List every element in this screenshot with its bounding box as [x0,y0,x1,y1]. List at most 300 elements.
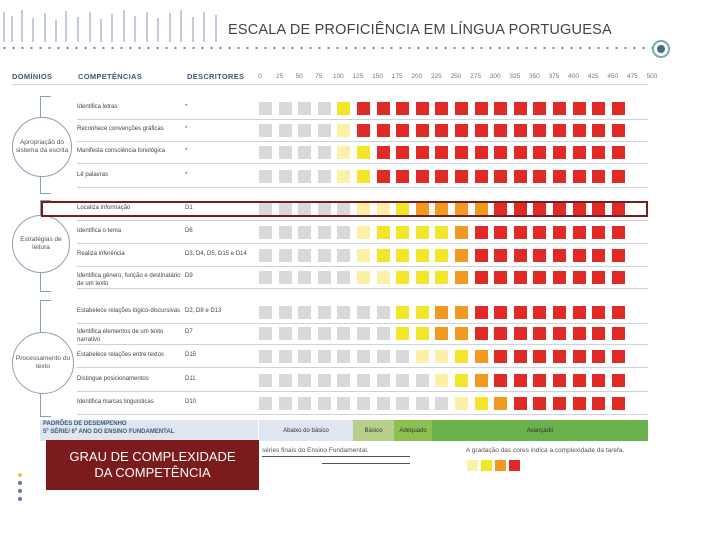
grid-cell [337,350,350,363]
grid-cell [553,350,566,363]
competency-label: Identifica o tema [77,228,122,234]
grid-cell [592,124,605,137]
descriptor-label: D3, D4, D5, D15 e D14 [185,251,247,257]
grid-cell [455,306,468,319]
grid-cell [337,374,350,387]
legend-swatch [509,460,520,471]
grid-cell [259,397,272,410]
grid-cell [533,271,546,284]
grid-cell [494,271,507,284]
grid-cell [357,350,370,363]
grid-cell [592,327,605,340]
decorative-dots [18,470,24,510]
overlay-line-2: DA COMPETÊNCIA [94,465,211,480]
grid-cell [377,374,390,387]
competency-label: Localiza informação [77,205,131,211]
grid-cell [279,146,292,159]
descriptor-label: * [185,126,188,132]
grid-cell [318,271,331,284]
grid-cell [259,271,272,284]
grid-cell [573,124,586,137]
descriptor-label: D7 [185,329,193,335]
grid-cell [416,102,429,115]
grid-cell [553,146,566,159]
grid-cell [435,102,448,115]
grid-cell [357,306,370,319]
grid-cell [318,327,331,340]
grid-cell [514,146,527,159]
decorative-bars [0,10,225,50]
grid-cell [396,146,409,159]
grid-cell [514,124,527,137]
grid-cell [455,102,468,115]
level-adequado: Adequado [394,420,432,441]
dotted-divider [0,47,660,49]
grid-cell [592,102,605,115]
grid-cell [337,102,350,115]
grid-cell [612,170,625,183]
grid-cell [298,226,311,239]
legend-swatch [495,460,506,471]
score-tick: 50 [295,73,303,80]
competency-label: Identifica elementos de um texto narrativo [77,329,164,343]
grid-cell [494,374,507,387]
grid-cell [259,124,272,137]
grid-cell [337,124,350,137]
domain-circle-apropriacao: Apropriação do sistema da escrita [12,117,72,177]
competency-label: Identifica marcas linguísticas [77,399,154,405]
grid-cell [573,170,586,183]
grid-cell [337,397,350,410]
grid-cell [514,102,527,115]
grid-cell [435,146,448,159]
grid-cell [279,350,292,363]
grid-cell [455,271,468,284]
grid-cell [416,146,429,159]
level-avancado: Avançado [432,420,648,441]
padroes-label [43,421,174,436]
grid-cell [337,249,350,262]
row-divider [77,288,648,289]
grid-cell [592,170,605,183]
grid-cell [357,271,370,284]
grid-cell [533,170,546,183]
competency-label: Estabelece relações lógico-discursivas [77,308,181,314]
grid-cell [259,350,272,363]
grid-cell [416,306,429,319]
grid-cell [298,350,311,363]
row-divider [77,141,648,142]
grid-cell [612,124,625,137]
score-tick: 425 [587,73,599,80]
grid-cell [475,306,488,319]
grid-cell [357,249,370,262]
competency-label: Estabelece relações entre textos [77,352,165,358]
grid-cell [279,102,292,115]
grid-cell [259,249,272,262]
descriptor-label: D1 [185,205,193,211]
grid-cell [592,226,605,239]
header-descritores: DESCRITORES [187,72,245,81]
score-tick: 0 [258,73,262,80]
legend-swatch [481,460,492,471]
row-divider [77,119,648,120]
grid-cell [494,350,507,363]
note-underline-2 [322,463,410,464]
grid-cell [259,102,272,115]
row-divider [77,367,648,368]
grid-cell [259,146,272,159]
note-right: A gradação das cores indica a complexidade da tarefa. [466,447,625,454]
row-divider [77,391,648,392]
grid-cell [494,102,507,115]
grid-cell [475,271,488,284]
grid-cell [533,146,546,159]
grid-cell [573,397,586,410]
grid-cell [553,306,566,319]
grid-cell [573,374,586,387]
grid-cell [475,146,488,159]
descriptor-label: D11 [185,376,196,382]
grid-cell [612,146,625,159]
grid-cell [298,249,311,262]
grid-cell [514,306,527,319]
grid-cell [592,146,605,159]
grid-cell [494,146,507,159]
score-tick: 500 [646,73,658,80]
level-abaixo-basico: Abaixo do básico [259,420,353,441]
grid-cell [318,350,331,363]
grid-cell [318,226,331,239]
competency-label: Distingue posicionamentos [77,376,149,382]
grid-cell [455,170,468,183]
complexity-overlay-label [46,440,259,490]
grid-cell [416,397,429,410]
row-divider [77,266,648,267]
grid-cell [377,327,390,340]
grid-cell [592,306,605,319]
grid-cell [337,146,350,159]
grid-cell [592,397,605,410]
grid-cell [592,374,605,387]
grid-cell [416,327,429,340]
grid-cell [475,170,488,183]
grid-cell [514,271,527,284]
grid-cell [377,226,390,239]
highlight-row-box [41,201,648,217]
note-left: séries finais do Ensino Fundamental. [262,447,369,454]
grid-cell [377,271,390,284]
grid-cell [396,350,409,363]
grid-cell [279,374,292,387]
grid-cell [357,102,370,115]
grid-cell [298,397,311,410]
grid-cell [416,226,429,239]
grid-cell [612,327,625,340]
grid-cell [553,327,566,340]
grid-cell [533,249,546,262]
header-dominios: DOMÍNIOS [12,72,53,81]
grid-cell [553,271,566,284]
score-tick: 400 [568,73,580,80]
grid-cell [298,271,311,284]
grid-cell [259,327,272,340]
grid-cell [377,124,390,137]
grid-cell [435,374,448,387]
grid-cell [416,249,429,262]
score-tick: 375 [548,73,560,80]
grid-cell [435,306,448,319]
grid-cell [533,226,546,239]
grid-cell [514,397,527,410]
grid-cell [455,146,468,159]
descriptor-label: * [185,104,188,110]
grid-cell [514,226,527,239]
grid-cell [475,102,488,115]
grid-cell [377,350,390,363]
score-tick: 100 [332,73,344,80]
grid-cell [455,226,468,239]
grid-cell [553,170,566,183]
grid-cell [514,327,527,340]
grid-cell [553,397,566,410]
grid-cell [455,374,468,387]
row-divider [77,243,648,244]
ring-icon [652,40,670,58]
grid-cell [396,271,409,284]
score-tick: 300 [489,73,501,80]
grid-cell [592,271,605,284]
score-tick: 125 [352,73,364,80]
grid-cell [573,249,586,262]
score-tick: 325 [509,73,521,80]
grid-cell [318,249,331,262]
grid-cell [612,249,625,262]
row-divider [77,414,648,415]
grid-cell [416,271,429,284]
grid-cell [357,327,370,340]
grid-cell [259,170,272,183]
grid-cell [396,170,409,183]
grid-cell [357,146,370,159]
grid-cell [435,271,448,284]
grid-cell [298,374,311,387]
grid-cell [377,170,390,183]
score-tick: 150 [372,73,384,80]
grid-cell [475,374,488,387]
header-competencias: COMPETÊNCIAS [78,72,143,81]
grid-cell [337,170,350,183]
grid-cell [279,226,292,239]
grid-cell [435,397,448,410]
grid-cell [455,124,468,137]
grid-cell [298,327,311,340]
descriptor-label: D9 [185,273,193,279]
grid-cell [612,102,625,115]
grid-cell [298,146,311,159]
grid-cell [435,226,448,239]
level-basico: Básico [353,420,394,441]
grid-cell [612,271,625,284]
grid-cell [612,226,625,239]
grid-cell [455,327,468,340]
domain-circle-estrategias: Estratégias de leitura [12,215,70,273]
grid-cell [377,306,390,319]
grid-cell [494,124,507,137]
score-tick: 475 [626,73,638,80]
grid-cell [318,102,331,115]
grid-cell [553,124,566,137]
grid-cell [396,327,409,340]
grid-cell [259,226,272,239]
padroes-line-1: PADRÕES DE DESEMPENHO [43,421,127,427]
grid-cell [573,102,586,115]
grid-cell [533,327,546,340]
grid-cell [279,327,292,340]
grid-cell [279,397,292,410]
descriptor-label: D15 [185,352,197,358]
grid-cell [416,124,429,137]
row-divider [77,187,648,188]
grid-cell [475,249,488,262]
grid-cell [357,170,370,183]
grid-cell [455,397,468,410]
grid-cell [533,102,546,115]
grid-cell [435,249,448,262]
grid-cell [475,327,488,340]
score-tick: 75 [315,73,323,80]
competency-label: Manifesta consciência fonológica [77,148,166,154]
row-divider [77,163,648,164]
grid-cell [494,397,507,410]
grid-cell [573,226,586,239]
grid-cell [533,350,546,363]
grid-cell [553,249,566,262]
competency-label: Realiza inferência [77,251,125,257]
grid-cell [318,146,331,159]
grid-cell [573,306,586,319]
page-title: ESCALA DE PROFICIÊNCIA EM LÍNGUA PORTUGUESA [228,22,612,38]
grid-cell [279,271,292,284]
grid-cell [416,374,429,387]
grid-cell [475,226,488,239]
grid-cell [337,226,350,239]
grid-cell [279,306,292,319]
competency-label: Lê palavras [77,172,109,178]
grid-cell [435,124,448,137]
grid-cell [318,306,331,319]
grid-cell [396,124,409,137]
grid-cell [475,124,488,137]
grid-cell [259,374,272,387]
grid-cell [435,350,448,363]
grid-cell [337,271,350,284]
grid-cell [573,327,586,340]
grid-cell [514,249,527,262]
grid-cell [573,271,586,284]
grid-cell [396,374,409,387]
grid-cell [377,146,390,159]
score-tick: 175 [391,73,403,80]
header-divider [12,84,648,85]
grid-cell [533,397,546,410]
grid-cell [494,327,507,340]
grid-cell [298,102,311,115]
grid-cell [298,124,311,137]
score-tick: 450 [607,73,619,80]
grid-cell [494,226,507,239]
note-underline [262,456,410,457]
grid-cell [377,102,390,115]
grid-cell [612,397,625,410]
grid-cell [475,397,488,410]
grid-cell [396,102,409,115]
grid-cell [435,327,448,340]
legend-swatch [467,460,478,471]
grid-cell [533,306,546,319]
grid-cell [514,350,527,363]
grid-cell [416,350,429,363]
grid-cell [318,124,331,137]
grid-cell [475,350,488,363]
grid-cell [279,249,292,262]
domain-circle-processamento: Processamento do texto [12,332,74,394]
grid-cell [298,306,311,319]
grid-cell [357,374,370,387]
grid-cell [337,327,350,340]
grid-cell [396,397,409,410]
score-tick: 200 [411,73,423,80]
score-tick: 350 [528,73,540,80]
competency-label: Identifica gênero, função e destinatário de um texto [77,273,181,287]
grid-cell [318,374,331,387]
grid-cell [318,397,331,410]
grid-cell [435,170,448,183]
grid-cell [612,374,625,387]
grid-cell [279,124,292,137]
grid-cell [592,350,605,363]
grid-cell [553,102,566,115]
overlay-line-1: GRAU DE COMPLEXIDADE [69,448,236,464]
descriptor-label: D10 [185,399,197,405]
row-divider [77,344,648,345]
grid-cell [318,170,331,183]
descriptor-label: D6 [185,228,193,234]
grid-cell [455,350,468,363]
score-tick: 275 [470,73,482,80]
grid-cell [259,306,272,319]
grid-cell [533,124,546,137]
grid-cell [553,374,566,387]
grid-cell [494,306,507,319]
grid-cell [357,124,370,137]
grid-cell [377,397,390,410]
grid-cell [396,226,409,239]
competency-label: Identifica letras [77,104,118,110]
score-tick: 25 [275,73,284,80]
grid-cell [298,170,311,183]
grid-cell [514,374,527,387]
grid-cell [514,170,527,183]
score-tick: 225 [430,73,442,80]
row-divider [77,323,648,324]
descriptor-label: D2, D8 e D13 [185,308,222,314]
row-divider [77,220,648,221]
grid-cell [416,170,429,183]
grid-cell [279,170,292,183]
descriptor-label: * [185,172,188,178]
grid-cell [612,350,625,363]
